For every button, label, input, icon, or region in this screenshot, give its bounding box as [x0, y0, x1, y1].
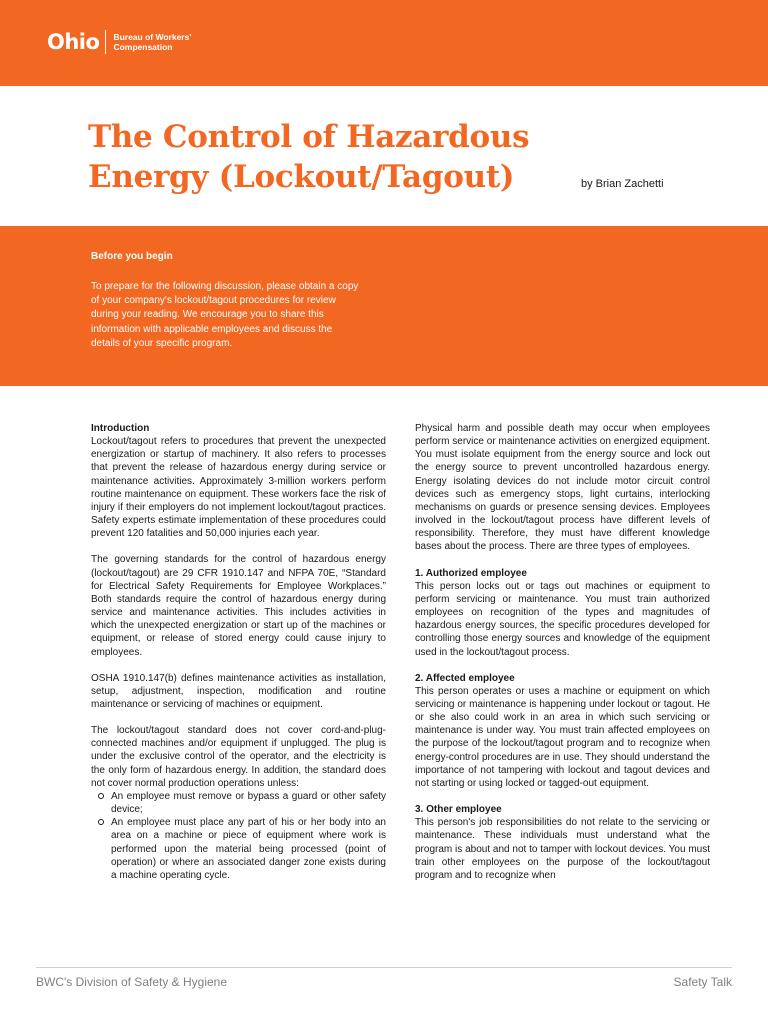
- other-employee-text: This person's job responsibilities do not relate to the servicing or maintenance. These individuals must understand what the program is about and not to tamper with lockout devices. You must train other employees on the purpose of the lockout/tagout program and to recognize when: [415, 817, 710, 881]
- byline: by Brian Zachetti: [581, 178, 664, 190]
- intro-paragraph: Lockout/tagout refers to procedures that prevent the unexpected energization or startup of machinery. It also refers to processes that prevent the release of hazardous energy during service or maintenance activities. Approximately 3-million workers perform routine maintenance on equipment. These workers face the risk of injury if their employers do not implement lockout/tagout practices. Safety experts estimate implementation of these procedures could prevent 120 fatalities and 50,000 injuries each year.: [91, 436, 386, 540]
- title-line-2: Energy (Lockout/Tagout): [88, 159, 515, 195]
- footer-series-name: Safety Talk: [673, 975, 732, 989]
- logo-agency-name: [113, 32, 191, 52]
- left-column: [91, 422, 386, 882]
- page-title: [88, 117, 529, 197]
- before-you-begin-heading: Before you begin: [91, 251, 173, 262]
- exclusions-paragraph: The lockout/tagout standard does not cover cord-and-plug-connected machines and/or equipment if unplugged. The plug is under the exclusive control of the operator, and the electricity is the only form of hazardous energy. In addition, the standard does not cover normal production operations unless:: [91, 725, 386, 789]
- circle-bullet-icon: [98, 819, 104, 825]
- authorized-employee-text: This person locks out or tags out machines or equipment to perform servicing or maintenance. You must train authorized employees on recognition of the types and magnitudes of hazardous energy sources, the specific procedures developed for controlling those energy sources and knowledge of the equipment used in the lockout/tagout process.: [415, 580, 710, 658]
- title-line-1: The Control of Hazardous: [88, 119, 530, 155]
- logo-line-1: Bureau of Workers': [113, 32, 192, 42]
- list-item: [91, 816, 386, 882]
- affected-employee-text: This person operates or uses a machine or equipment on which servicing or maintenance is happening under lockout or tagout. He or she also could work in an area in which such servicing or maintenance is under way. You must train affected employees on the purpose of the lockout/tagout program and to recognize when energy-control procedures are in use. They should understand the importance of not tampering with lockout and tagout devices and not starting or using locked or tagged-out equipment.: [415, 685, 710, 789]
- logo-wordmark: Ohio: [47, 30, 100, 54]
- list-item: [91, 790, 386, 816]
- logo-line-2: Compensation: [113, 42, 173, 52]
- introduction-heading: Introduction: [91, 423, 150, 434]
- circle-bullet-icon: [98, 793, 104, 799]
- affected-employee-heading: 2. Affected employee: [415, 672, 515, 684]
- list-item-text: An employee must remove or bypass a guard or other safety device;: [111, 790, 386, 816]
- footer-division-name: BWC's Division of Safety & Hygiene: [36, 975, 228, 989]
- list-item-text: An employee must place any part of his or her body into an area on a machine or piece of equipment where work is performed upon the material being processed (point of operation) or where an associated danger zone exists during a machine operating cycle.: [111, 817, 386, 881]
- logo-divider: [105, 30, 106, 54]
- footer-divider: [36, 967, 732, 968]
- before-you-begin-text: To prepare for the following discussion, please obtain a copy of your company's lockout/tagout procedures for review during your reading. We encourage you to share this information with applicable employees and discuss the details of your specific program.: [91, 281, 359, 349]
- standards-paragraph: The governing standards for the control of hazardous energy (lockout/tagout) are 29 CFR 1910.147 and NFPA 70E, “Standard for Electrical Safety Requirements for Employee Workplaces.” Both standards require the control of hazardous energy during service and maintenance activities. This includes activities in which the unexpected energization or start up of the machines or equipment, or release of stored energy could cause injury to employees.: [91, 554, 386, 658]
- right-column: [415, 422, 710, 882]
- ohio-bwc-logo: [47, 30, 191, 54]
- header-band: [0, 0, 768, 86]
- authorized-employee-heading: 1. Authorized employee: [415, 567, 527, 579]
- other-employee-heading: 3. Other employee: [415, 804, 502, 816]
- osha-definition-paragraph: OSHA 1910.147(b) defines maintenance activities as installation, setup, adjustment, inspection, modification and routine maintenance or servicing of machines or equipment.: [91, 672, 386, 710]
- physical-harm-paragraph: Physical harm and possible death may occur when employees perform service or maintenance activities on energized equipment. You must isolate equipment from the energy source and lock out the energy source to prevent uncontrolled hazardous energy. Energy isolating devices do not include motor circuit control devices such as emergency stops, light curtains, interlocking mechanisms on guards or presence sensing devices. Employees involved in the lockout/tagout process have different levels of responsibility. Therefore, they must have different knowledge bases about the process. There are three types of employees.: [415, 423, 710, 553]
- exclusion-list: [91, 790, 386, 882]
